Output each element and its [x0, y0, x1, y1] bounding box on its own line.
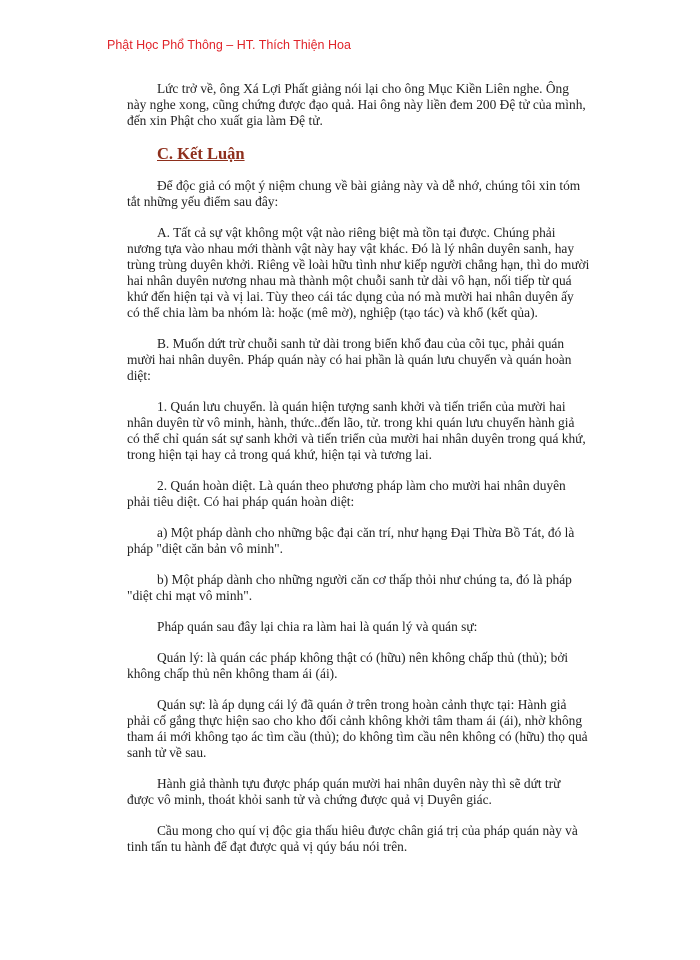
paragraph [127, 178, 581, 210]
paragraph [127, 776, 577, 808]
section-heading: C. Kết Luận [157, 144, 245, 163]
text-line: Hành giả thành tựu được pháp quán mười hai nhân duyên này thì sẽ dứt trừ [157, 776, 561, 791]
text-line: hai nhân duyên nương nhau mà thành một chuỗi sanh tử dài vô hạn, nối tiếp từ quá [127, 273, 572, 288]
text-line: Pháp quán sau đây lại chia ra làm hai là quán lý và quán sự: [157, 619, 478, 634]
paragraph [127, 525, 577, 557]
text-line: sanh tử về sau. [127, 745, 207, 760]
text-line: A. Tất cả sự vật không một vật nào riêng biệt mà tồn tại được. Chúng phải [157, 225, 556, 240]
paragraph [127, 336, 577, 384]
document-body [127, 81, 590, 870]
text-line: Lức trở về, ông Xá Lợi Phất giảng nói lại cho ông Mục Kiền Liên nghe. Ông [157, 81, 569, 96]
text-line: trong hiện tại hay cả trong quá khứ, hiện tại và tương lai. [127, 447, 432, 462]
text-line: a) Một pháp dành cho những bậc đại căn trí, như hạng Đại Thừa Bồ Tát, đó là [157, 525, 575, 540]
text-line: diệt: [127, 368, 151, 383]
text-line: tắt những yếu điểm sau đây: [127, 194, 279, 209]
text-line: trùng trùng duyên khởi. Riêng về loài hữu tình như kiếp người chẳng hạn, thì do mười [127, 257, 590, 272]
text-line: phải tiêu diệt. Có hai pháp quán hoàn diệt: [127, 494, 355, 509]
text-line: đến xin Phật cho xuất gia làm Đệ tử. [127, 113, 323, 128]
running-header: Phật Học Phổ Thông – HT. Thích Thiện Hoa [107, 38, 351, 52]
text-line: mười hai nhân duyên. Pháp quán này có hai phần là quán lưu chuyển và quán hoàn [127, 352, 572, 367]
text-line: Cầu mong cho quí vị độc gia thấu hiêu được chân giá trị của pháp quán này và [157, 823, 578, 838]
text-line: Quán sự: là áp dụng cái lý đã quán ở trên trong hoàn cảnh thực tại: Hành giả [157, 697, 567, 712]
text-line: khứ đến hiện tại và vị lai. Tùy theo cái tác dụng của nó mà mười hai nhân duyên ấy [127, 289, 574, 304]
paragraph [127, 399, 586, 463]
paragraph [127, 225, 590, 321]
text-line: B. Muốn dứt trừ chuỗi sanh tử dài trong biển khổ đau của cõi tục, phải quán [157, 336, 565, 351]
paragraph [127, 697, 588, 761]
text-line: tham ái mới không tạo ác tìm cầu (thủ); do không tìm cầu nên không có (hữu) thọ quả [127, 729, 588, 744]
paragraph [127, 619, 577, 635]
text-line: này nghe xong, cũng chứng được đạo quả. Hai ông này liền đem 200 Đệ tử của mình, [127, 97, 586, 112]
text-line: "diệt chi mạt vô minh". [127, 588, 253, 603]
text-line: Để độc giả có một ý niệm chung về bài giảng này và dễ nhớ, chúng tôi xin tóm [157, 178, 581, 193]
paragraph [127, 823, 577, 855]
paragraph [127, 478, 577, 510]
intro-section [127, 81, 586, 129]
text-line: được vô minh, thoát khỏi sanh tử và chứng được quả vị Duyên giác. [127, 792, 492, 807]
text-line: không chấp thủ nên không tham ái (ái). [127, 666, 338, 681]
text-line: b) Một pháp dành cho những người căn cơ thấp thỏi như chúng ta, đó là pháp [157, 572, 572, 587]
conclusion-section [127, 178, 590, 855]
text-line: Quán lý: là quán các pháp không thật có (hữu) nên không chấp thủ (thủ); bởi [157, 650, 569, 665]
text-line: tinh tấn tu hành để đạt được quả vị qúy báu nói trên. [127, 839, 408, 854]
paragraph [127, 572, 577, 604]
text-line: phải cố gắng thực hiện sao cho kho đối cảnh không khởi tâm tham ái (ái), nhờ không [127, 713, 583, 728]
text-line: có thể chia làm ba nhóm là: hoặc (mê mờ), nghiệp (tạo tác) và khổ (kết qủa). [127, 305, 538, 320]
text-line: nhân duyên từ vô minh, hành, thức..đến lão, tử. trong khi quán lưu chuyển hành giả [127, 415, 575, 430]
paragraph [127, 81, 586, 129]
text-line: 2. Quán hoàn diệt. Là quán theo phương pháp làm cho mười hai nhân duyên [157, 478, 566, 493]
text-line: có thể chỉ quán sát sự sanh khởi và tiến triển của mười hai nhân duyên trong quá khứ, [127, 431, 586, 446]
text-line: 1. Quán lưu chuyển. là quán hiện tượng sanh khởi và tiến triển của mười hai [157, 399, 566, 414]
paragraph [127, 650, 577, 682]
text-line: nương tựa vào nhau mới thành vật này hay vật khác. Đó là lý nhân duyên sanh, hay [127, 241, 575, 256]
text-line: pháp "diệt căn bản vô minh". [127, 541, 283, 556]
